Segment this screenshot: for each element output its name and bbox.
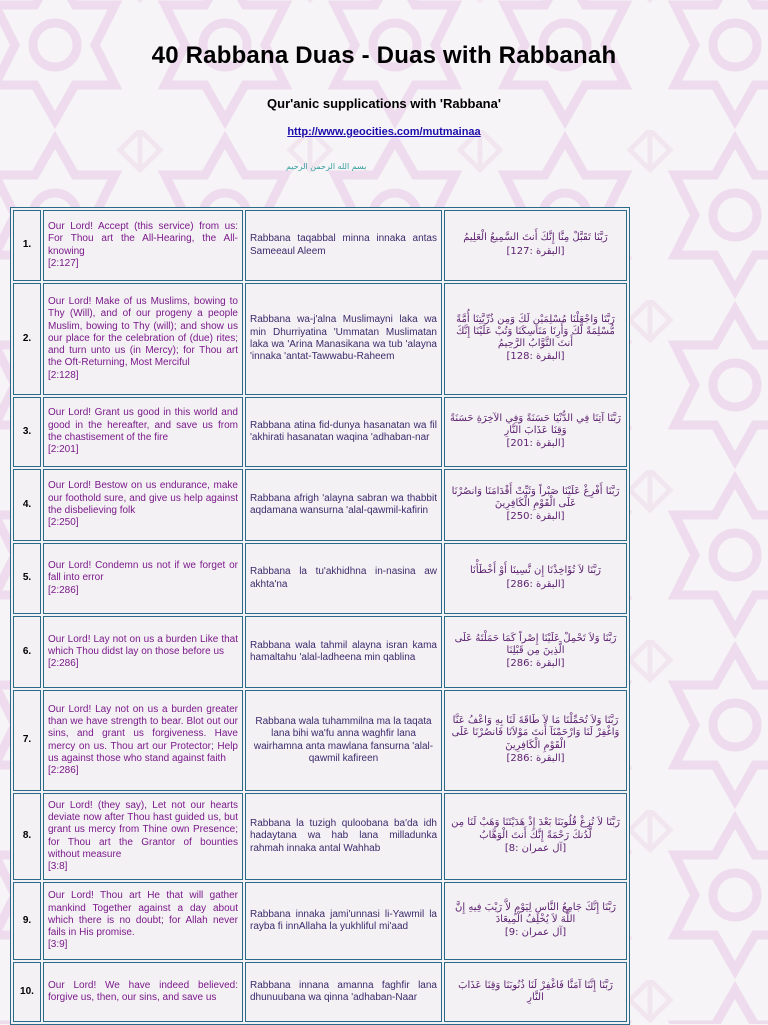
dua-row bbox=[13, 616, 627, 688]
dua-verse-reference: [3:8] bbox=[48, 861, 68, 873]
dua-arabic-cell bbox=[444, 690, 627, 791]
dua-english-text: Our Lord! Accept (this service) from us: For Thou art the All-Hearing, the All-knowing bbox=[48, 220, 238, 257]
dua-english-cell bbox=[43, 210, 243, 281]
dua-number: 2. bbox=[13, 283, 41, 395]
dua-arabic-cell bbox=[444, 397, 627, 467]
dua-english-text: Our Lord! Lay not on us a burden greater than we have strength to bear. Blot out our sins, and grant us forgiveness. Have mercy on us. Thou art our Protector; Help us against those who stand against faith bbox=[48, 703, 238, 764]
dua-arabic-text: رَبَّنَا تَقَبَّلْ مِنَّا إِنَّكَ أَنتَ السَّمِيعُ الْعَلِيمُ bbox=[463, 232, 608, 244]
dua-verse-reference: [3:9] bbox=[48, 939, 68, 951]
dua-arabic-cell bbox=[444, 793, 627, 880]
dua-number: 10. bbox=[13, 962, 41, 1022]
dua-verse-reference: [2:286] bbox=[48, 765, 79, 777]
dua-arabic-text: رَبَّنَا آتِنَا فِي الدُّنْيَا حَسَنَةً وَفِي الآخِرَةِ حَسَنَةً وَقِنَا عَذَابَ النَّارِ bbox=[450, 412, 621, 436]
dua-english-cell bbox=[43, 962, 243, 1022]
dua-transliteration: Rabbana wala tuhammilna ma la taqata lana bihi wa'fu anna waghfir lana wairhamna anta mawlana fansurna 'alal-qawmil kafireen bbox=[245, 690, 442, 791]
dua-number: 4. bbox=[13, 469, 41, 541]
dua-arabic-reference: [البقرة :286] bbox=[506, 658, 565, 670]
dua-arabic-reference: [آل عمران :8] bbox=[504, 842, 567, 854]
dua-arabic-cell bbox=[444, 543, 627, 614]
dua-row bbox=[13, 210, 627, 281]
dua-english-text: Our Lord! Make of us Muslims, bowing to Thy (Will), and of our progeny a people Muslim, bowing to Thy (will); and show us our place for the celebration of (due) rites; and turn unto us (in Mercy); for Thou art the Oft-Returning, Most Merciful bbox=[48, 295, 238, 369]
dua-number: 6. bbox=[13, 616, 41, 688]
dua-arabic-reference: [البقرة :201] bbox=[506, 438, 565, 450]
duas-table bbox=[10, 207, 630, 1025]
dua-arabic-cell bbox=[444, 283, 627, 395]
dua-row bbox=[13, 793, 627, 880]
dua-arabic-text: رَبَّنَا لاَ تُزِغْ قُلُوبَنَا بَعْدَ إِذْ هَدَيْتَنَا وَهَبْ لَنَا مِن لَّدُنكَ رَحْمَةً إِنَّكَ أَنتَ الْوَهَّابُ bbox=[451, 817, 620, 841]
dua-row bbox=[13, 962, 627, 1022]
dua-row bbox=[13, 283, 627, 395]
dua-transliteration: Rabbana innaka jami'unnasi li-Yawmil la rayba fi innAllaha la yukhliful mi'aad bbox=[245, 882, 442, 960]
dua-number: 7. bbox=[13, 690, 41, 791]
dua-english-cell bbox=[43, 469, 243, 541]
dua-verse-reference: [2:286] bbox=[48, 658, 79, 670]
dua-number: 5. bbox=[13, 543, 41, 614]
dua-english-cell bbox=[43, 616, 243, 688]
dua-row bbox=[13, 543, 627, 614]
dua-number: 9. bbox=[13, 882, 41, 960]
dua-english-text: Our Lord! Grant us good in this world and good in the hereafter, and save us from the chastisement of the fire bbox=[48, 407, 238, 443]
dua-transliteration: Rabbana la tu'akhidhna in-nasina aw akhta'na bbox=[245, 543, 442, 614]
dua-verse-reference: [2:201] bbox=[48, 444, 79, 456]
dua-english-cell bbox=[43, 283, 243, 395]
dua-english-text: Our Lord! (they say), Let not our hearts deviate now after Thou hast guided us, but grant us mercy from Thine own Presence; for Thou art the Grantor of bounties without measure bbox=[48, 799, 238, 860]
dua-english-cell bbox=[43, 397, 243, 467]
dua-english-text: Our Lord! Thou art He that will gather mankind Together against a day about which there is no doubt; for Allah never fails in His promise. bbox=[48, 890, 238, 939]
dua-arabic-text: رَبَّنَا وَاجْعَلْنَا مُسْلِمَيْنِ لَكَ وَمِن ذُرِّيَّتِنَا أُمَّةً مُّسْلِمَةً لَّكَ وَأَرِنَا مَنَاسِكَنَا وَتُبْ عَلَيْنَا إِنَّكَ أَنتَ التَّوَّابُ الرَّحِيمُ bbox=[456, 313, 615, 350]
dua-arabic-text: رَبَّنَا لاَ تُؤَاخِذْنَا إِن نَّسِينَا أَوْ أَخْطَأْنَا bbox=[470, 565, 601, 577]
dua-arabic-reference: [البقرة :128] bbox=[506, 351, 565, 363]
dua-arabic-text: رَبَّنَا وَلاَ تُحَمِّلْنَا مَا لاَ طَاقَةَ لَنَا بِهِ وَاعْفُ عَنَّا وَاغْفِرْ لَنَا وَارْحَمْنَآ أَنتَ مَوْلاَنَا فَانصُرْنَا عَلَى الْقَوْمِ الْكَافِرِينَ bbox=[451, 715, 620, 751]
dua-transliteration: Rabbana afrigh 'alayna sabran wa thabbit aqdamana wansurna 'alal-qawmil-kafirin bbox=[245, 469, 442, 541]
dua-transliteration: Rabbana wa-j'alna Muslimayni laka wa min Dhurriyatina 'Ummatan Muslimatan laka wa 'Arina Manasikana wa tub 'alayna 'innaka 'antat-Tawwabu-Raheem bbox=[245, 283, 442, 395]
dua-number: 3. bbox=[13, 397, 41, 467]
dua-english-cell bbox=[43, 690, 243, 791]
dua-english-cell bbox=[43, 882, 243, 960]
page-subtitle: Qur'anic supplications with 'Rabbana' bbox=[267, 96, 501, 111]
page-title: 40 Rabbana Duas - Duas with Rabbanah bbox=[151, 42, 617, 69]
dua-verse-reference: [2:127] bbox=[48, 257, 79, 269]
basmala-text: بسم الله الرحمن الرحيم bbox=[286, 162, 367, 171]
dua-row bbox=[13, 690, 627, 791]
dua-transliteration: Rabbana atina fid-dunya hasanatan wa fil 'akhirati hasanatan waqina 'adhaban-nar bbox=[245, 397, 442, 467]
dua-arabic-text: رَبَّنَا أَفْرِغْ عَلَيْنَا صَبْراً وَثَبِّتْ أَقْدَامَنَا وَانصُرْنَا عَلَى الْقَوْمِ الْكَافِرِينَ bbox=[451, 485, 620, 509]
dua-english-text: Our Lord! We have indeed believed: forgive us, then, our sins, and save us bbox=[48, 979, 238, 1003]
dua-arabic-reference: [البقرة :250] bbox=[506, 511, 565, 523]
dua-verse-reference: [2:286] bbox=[48, 584, 79, 596]
dua-row bbox=[13, 882, 627, 960]
dua-arabic-cell bbox=[444, 469, 627, 541]
dua-arabic-reference: [البقرة :286] bbox=[506, 752, 565, 764]
dua-arabic-text: رَبَّنَا إِنَّكَ جَامِعُ النَّاسِ لِيَوْمٍ لاَّ رَيْبَ فِيهِ إِنَّ اللَّهَ لاَ يُخْلِفُ الْمِيعَادَ bbox=[455, 901, 616, 925]
dua-arabic-reference: [البقرة :286] bbox=[506, 578, 565, 590]
dua-arabic-cell bbox=[444, 210, 627, 281]
dua-arabic-cell bbox=[444, 616, 627, 688]
dua-number: 1. bbox=[13, 210, 41, 281]
dua-english-text: Our Lord! Condemn us not if we forget or fall into error bbox=[48, 560, 238, 584]
dua-verse-reference: [2:250] bbox=[48, 517, 79, 529]
dua-english-text: Our Lord! Bestow on us endurance, make our foothold sure, and give us help against the disbelieving folk bbox=[48, 480, 238, 516]
dua-transliteration: Rabbana innana amanna faghfir lana dhunuubana wa qinna 'adhaban-Naar bbox=[245, 962, 442, 1022]
dua-english-cell bbox=[43, 793, 243, 880]
dua-arabic-cell bbox=[444, 962, 627, 1022]
dua-arabic-cell bbox=[444, 882, 627, 960]
dua-arabic-reference: [البقرة :127] bbox=[506, 245, 565, 257]
dua-row bbox=[13, 397, 627, 467]
geocities-link[interactable]: http://www.geocities.com/mutmainaa bbox=[287, 126, 481, 138]
dua-english-text: Our Lord! Lay not on us a burden Like that which Thou didst lay on those before us bbox=[48, 633, 238, 657]
dua-transliteration: Rabbana la tuzigh quloobana ba'da idh hadaytana wa hab lana milladunka rahmah innaka antal Wahhab bbox=[245, 793, 442, 880]
dua-verse-reference: [2:128] bbox=[48, 369, 79, 381]
dua-arabic-text: رَبَّنَا وَلاَ تَحْمِلْ عَلَيْنَا إِصْراً كَمَا حَمَلْتَهُ عَلَى الَّذِينَ مِن قَبْلِنَا bbox=[454, 632, 617, 656]
dua-transliteration: Rabbana taqabbal minna innaka antas Sameeaul Aleem bbox=[245, 210, 442, 281]
dua-row bbox=[13, 469, 627, 541]
dua-transliteration: Rabbana wala tahmil alayna isran kama hamaltahu 'alal-ladheena min qablina bbox=[245, 616, 442, 688]
dua-arabic-reference: [آل عمران :9] bbox=[504, 927, 567, 939]
dua-number: 8. bbox=[13, 793, 41, 880]
dua-english-cell bbox=[43, 543, 243, 614]
dua-arabic-text: رَبَّنَا إِنَّنَا آمَنَّا فَاغْفِرْ لَنَا ذُنُوبَنَا وَقِنَا عَذَابَ النَّارِ bbox=[458, 979, 613, 1003]
